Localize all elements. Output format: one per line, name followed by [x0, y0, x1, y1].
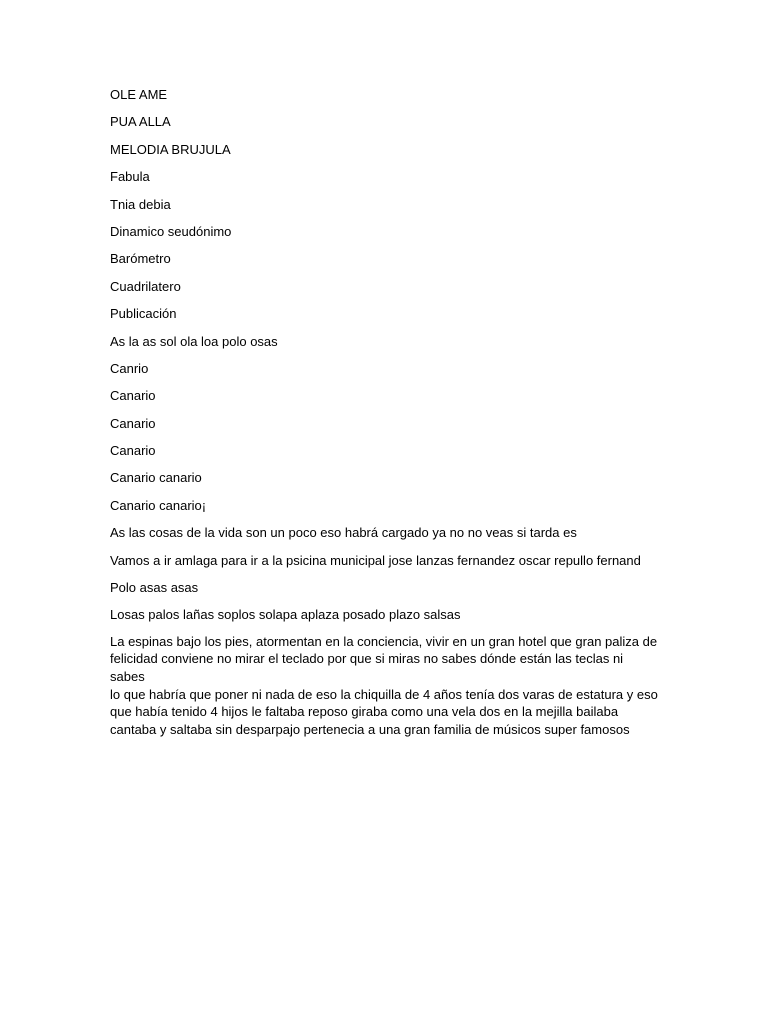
- text-line: Vamos a ir amlaga para ir a la psicina municipal jose lanzas fernandez oscar repullo fernand: [110, 552, 641, 568]
- paragraph-line: lo que habría que poner ni nada de eso la chiquilla de 4 años tenía dos varas de estatura y eso: [110, 686, 658, 702]
- text-line: Canario: [110, 443, 156, 459]
- text-line: Canrio: [110, 360, 149, 376]
- text-line: Canario canario: [110, 470, 202, 486]
- text-line: Canario: [110, 415, 156, 431]
- paragraph-line: que había tenido 4 hijos le faltaba reposo giraba como una vela dos en la mejilla bailaba: [110, 704, 619, 720]
- text-line: Canario canario¡: [110, 497, 207, 513]
- text-line: Publicación: [110, 306, 177, 322]
- text-line: Fabula: [110, 169, 150, 185]
- text-line: Losas palos lañas soplos solapa aplaza posado plazo salsas: [110, 607, 461, 623]
- text-line: PUA ALLA: [110, 114, 171, 130]
- text-line: As las cosas de la vida son un poco eso habrá cargado ya no no veas si tarda es: [110, 525, 577, 541]
- text-line: Tnia debia: [110, 196, 171, 212]
- text-line: Polo asas asas: [110, 580, 199, 596]
- paragraph-line: cantaba y saltaba sin desparpajo pertenecia a una gran familia de músicos super famosos: [110, 721, 630, 737]
- text-line: Canario: [110, 388, 156, 404]
- document-page: [110, 85, 658, 738]
- text-line: Barómetro: [110, 251, 171, 267]
- paragraph-line: felicidad conviene no mirar el teclado por que si miras no sabes dónde están las teclas ni sabes: [110, 651, 624, 684]
- text-line: Cuadrilatero: [110, 278, 181, 294]
- final-paragraph: [110, 633, 658, 739]
- text-line: Dinamico seudónimo: [110, 223, 232, 239]
- text-line: MELODIA BRUJULA: [110, 141, 231, 157]
- text-line: OLE AME: [110, 87, 168, 102]
- paragraph-line: La espinas bajo los pies, atormentan en la conciencia, vivir en un gran hotel que gran paliza de: [110, 633, 658, 649]
- text-line: As la as sol ola loa polo osas: [110, 333, 278, 349]
